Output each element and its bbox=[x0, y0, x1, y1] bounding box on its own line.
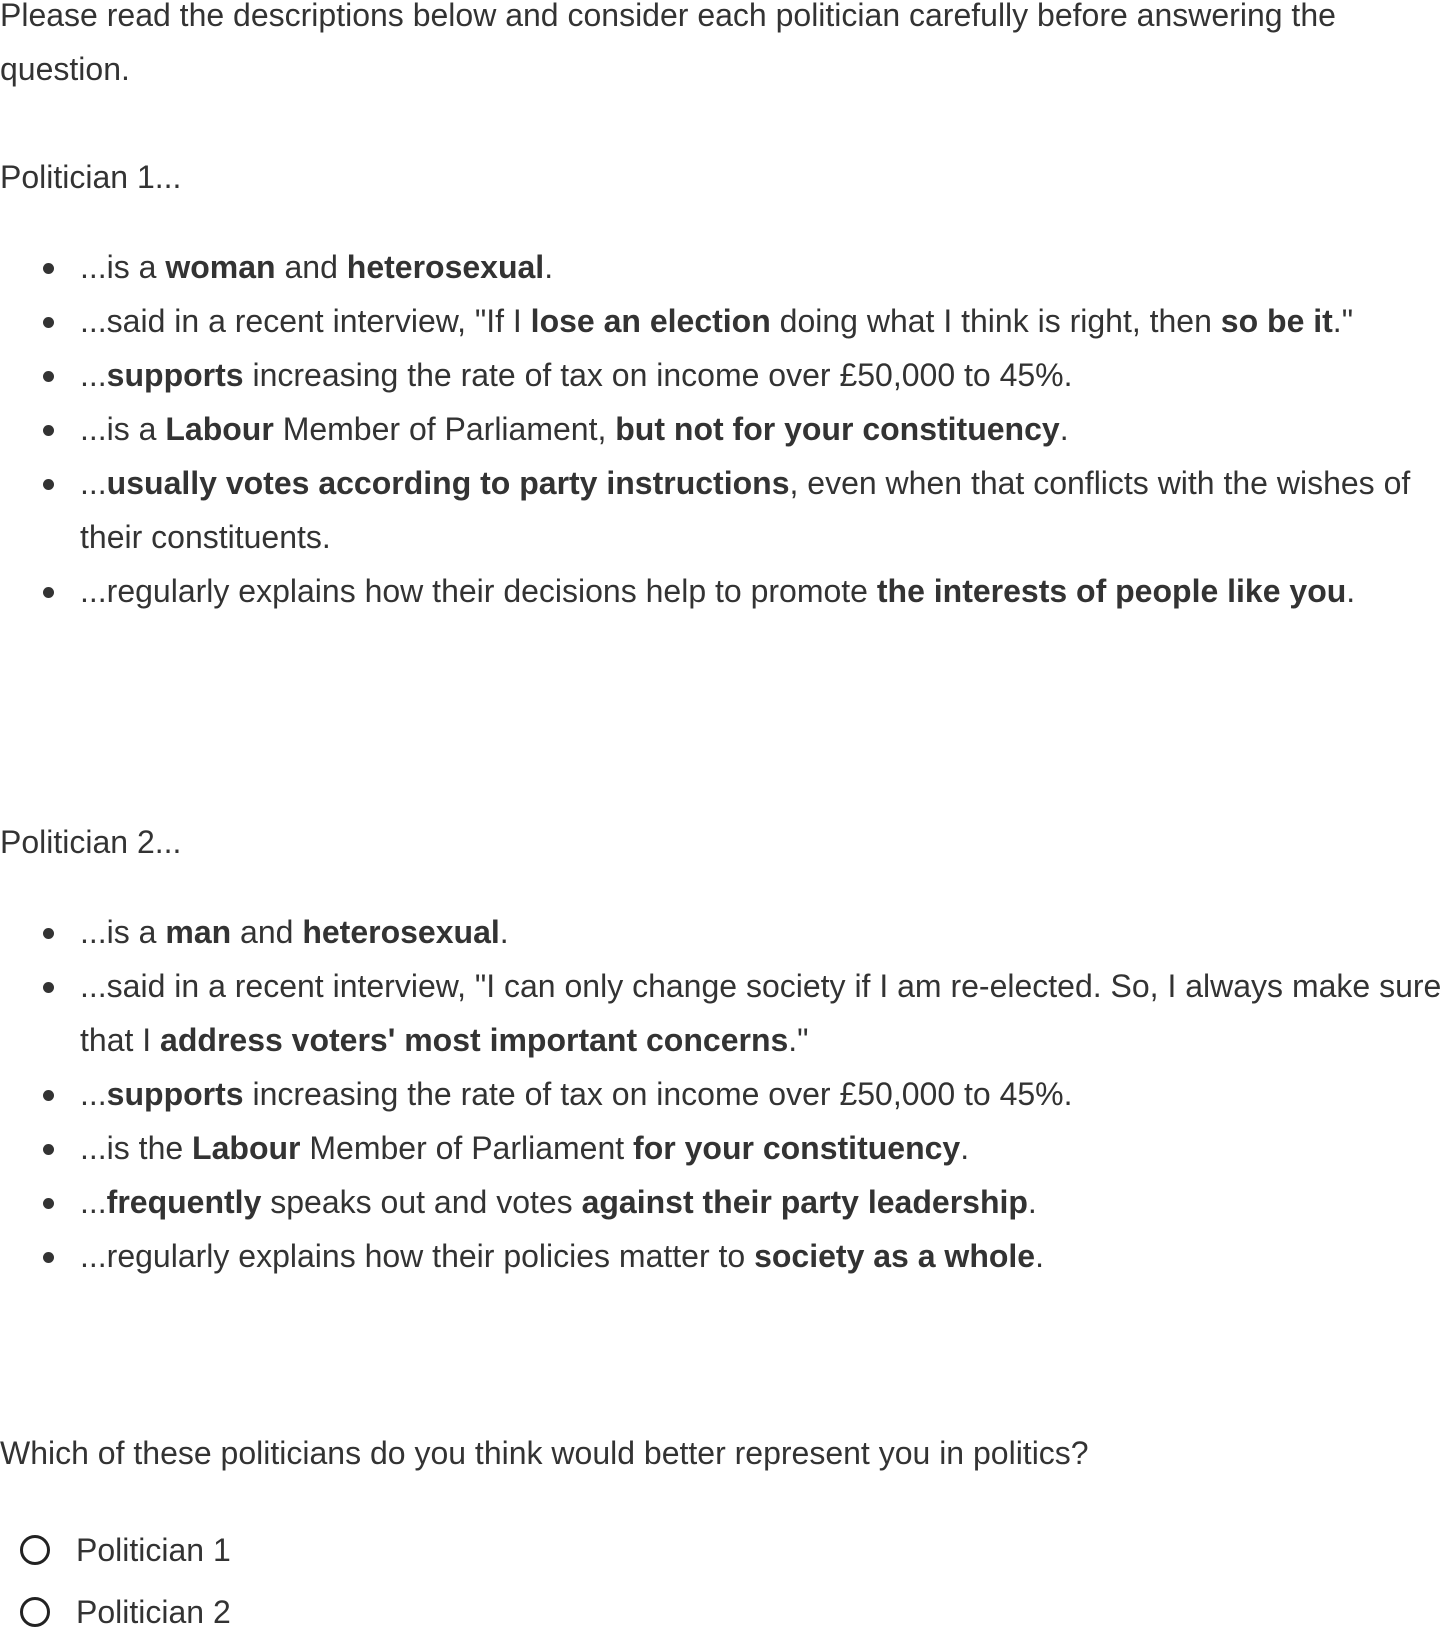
attribute-text: and bbox=[231, 914, 303, 950]
attribute-item bbox=[0, 240, 1450, 294]
bullet-icon bbox=[43, 1198, 54, 1209]
attribute-text: and bbox=[275, 249, 347, 285]
politician-1-heading: Politician 1... bbox=[0, 159, 182, 195]
bullet-icon bbox=[43, 1252, 54, 1263]
attribute-text: increasing the rate of tax on income over £50,000 to 45%. bbox=[243, 1076, 1073, 1112]
attribute-item bbox=[0, 1121, 1450, 1175]
attribute-emphasis: so be it bbox=[1220, 303, 1333, 339]
option-politician-1[interactable] bbox=[0, 1522, 600, 1584]
attribute-emphasis: usually votes according to party instructions bbox=[106, 465, 790, 501]
attribute-text: ...is the bbox=[80, 1130, 193, 1166]
attribute-emphasis: man bbox=[165, 914, 232, 950]
bullet-icon bbox=[43, 263, 54, 274]
attribute-text: . bbox=[1059, 411, 1069, 447]
bullet-icon bbox=[43, 425, 54, 436]
bullet-icon bbox=[43, 317, 54, 328]
attribute-text: . bbox=[544, 249, 554, 285]
attribute-text: , even when that conflicts with the wishes of their constituents. bbox=[80, 465, 1411, 555]
attribute-text: ...said in a recent interview, "I can only change society if I am re-elected. So, I always make sure that I bbox=[80, 968, 1442, 1058]
bullet-icon bbox=[43, 371, 54, 382]
attribute-item bbox=[0, 294, 1450, 348]
attribute-text: ... bbox=[80, 357, 107, 393]
attribute-emphasis: Labour bbox=[165, 411, 274, 447]
politician-2-attributes bbox=[0, 905, 1450, 1283]
attribute-text: ... bbox=[80, 1076, 107, 1112]
attribute-text: ...regularly explains how their policies matter to bbox=[80, 1238, 755, 1274]
bullet-icon bbox=[43, 928, 54, 939]
attribute-emphasis: address voters' most important concerns bbox=[160, 1022, 789, 1058]
option-label[interactable]: Politician 1 bbox=[76, 1532, 231, 1568]
attribute-text: speaks out and votes bbox=[261, 1184, 582, 1220]
intro-text: Please read the descriptions below and consider each politician carefully before answering the question. bbox=[0, 0, 1336, 87]
radio-button-icon[interactable] bbox=[20, 1597, 50, 1627]
bullet-icon bbox=[43, 479, 54, 490]
attribute-item bbox=[0, 456, 1450, 564]
attribute-text: ...regularly explains how their decisions help to promote bbox=[80, 573, 877, 609]
radio-button-icon[interactable] bbox=[20, 1535, 50, 1565]
attribute-text: Member of Parliament, bbox=[273, 411, 616, 447]
option-label[interactable]: Politician 2 bbox=[76, 1594, 231, 1630]
attribute-item bbox=[0, 905, 1450, 959]
bullet-icon bbox=[43, 1144, 54, 1155]
attribute-text: . bbox=[499, 914, 509, 950]
bullet-icon bbox=[43, 982, 54, 993]
attribute-emphasis: against their party leadership bbox=[581, 1184, 1028, 1220]
attribute-text: ." bbox=[1332, 303, 1354, 339]
attribute-item bbox=[0, 348, 1450, 402]
attribute-item bbox=[0, 1175, 1450, 1229]
attribute-item bbox=[0, 402, 1450, 456]
answer-options bbox=[0, 1522, 600, 1646]
attribute-emphasis: the interests of people like you bbox=[876, 573, 1347, 609]
attribute-emphasis: supports bbox=[106, 1076, 244, 1112]
attribute-text: . bbox=[1027, 1184, 1037, 1220]
attribute-emphasis: Labour bbox=[192, 1130, 301, 1166]
attribute-text: ... bbox=[80, 465, 107, 501]
politician-2-heading: Politician 2... bbox=[0, 824, 182, 860]
attribute-item bbox=[0, 564, 1450, 618]
politician-1-attributes bbox=[0, 240, 1450, 618]
attribute-text: . bbox=[1035, 1238, 1044, 1274]
attribute-emphasis: heterosexual bbox=[302, 914, 500, 950]
attribute-text: ...is a bbox=[80, 411, 166, 447]
attribute-text: ...is a bbox=[80, 249, 166, 285]
attribute-text: ...is a bbox=[80, 914, 166, 950]
attribute-emphasis: lose an election bbox=[530, 303, 771, 339]
attribute-item bbox=[0, 959, 1450, 1067]
bullet-icon bbox=[43, 587, 54, 598]
attribute-text: increasing the rate of tax on income over £50,000 to 45%. bbox=[243, 357, 1073, 393]
attribute-item bbox=[0, 1067, 1450, 1121]
attribute-emphasis: society as a whole bbox=[754, 1238, 1036, 1274]
question-text: Which of these politicians do you think would better represent you in politics? bbox=[0, 1435, 1089, 1471]
option-politician-2[interactable] bbox=[0, 1584, 600, 1646]
attribute-text: doing what I think is right, then bbox=[770, 303, 1221, 339]
attribute-emphasis: heterosexual bbox=[346, 249, 545, 285]
attribute-text: . bbox=[1346, 573, 1356, 609]
attribute-emphasis: frequently bbox=[106, 1184, 262, 1220]
attribute-emphasis: supports bbox=[106, 357, 244, 393]
attribute-text: ...said in a recent interview, "If I bbox=[80, 303, 531, 339]
attribute-emphasis: woman bbox=[165, 249, 276, 285]
attribute-emphasis: for your constituency bbox=[633, 1130, 961, 1166]
attribute-text: ... bbox=[80, 1184, 107, 1220]
bullet-icon bbox=[43, 1090, 54, 1101]
attribute-item bbox=[0, 1229, 1450, 1283]
attribute-emphasis: but not for your constituency bbox=[615, 411, 1060, 447]
attribute-text: Member of Parliament bbox=[300, 1130, 634, 1166]
attribute-text: ." bbox=[788, 1022, 809, 1058]
attribute-text: . bbox=[960, 1130, 970, 1166]
